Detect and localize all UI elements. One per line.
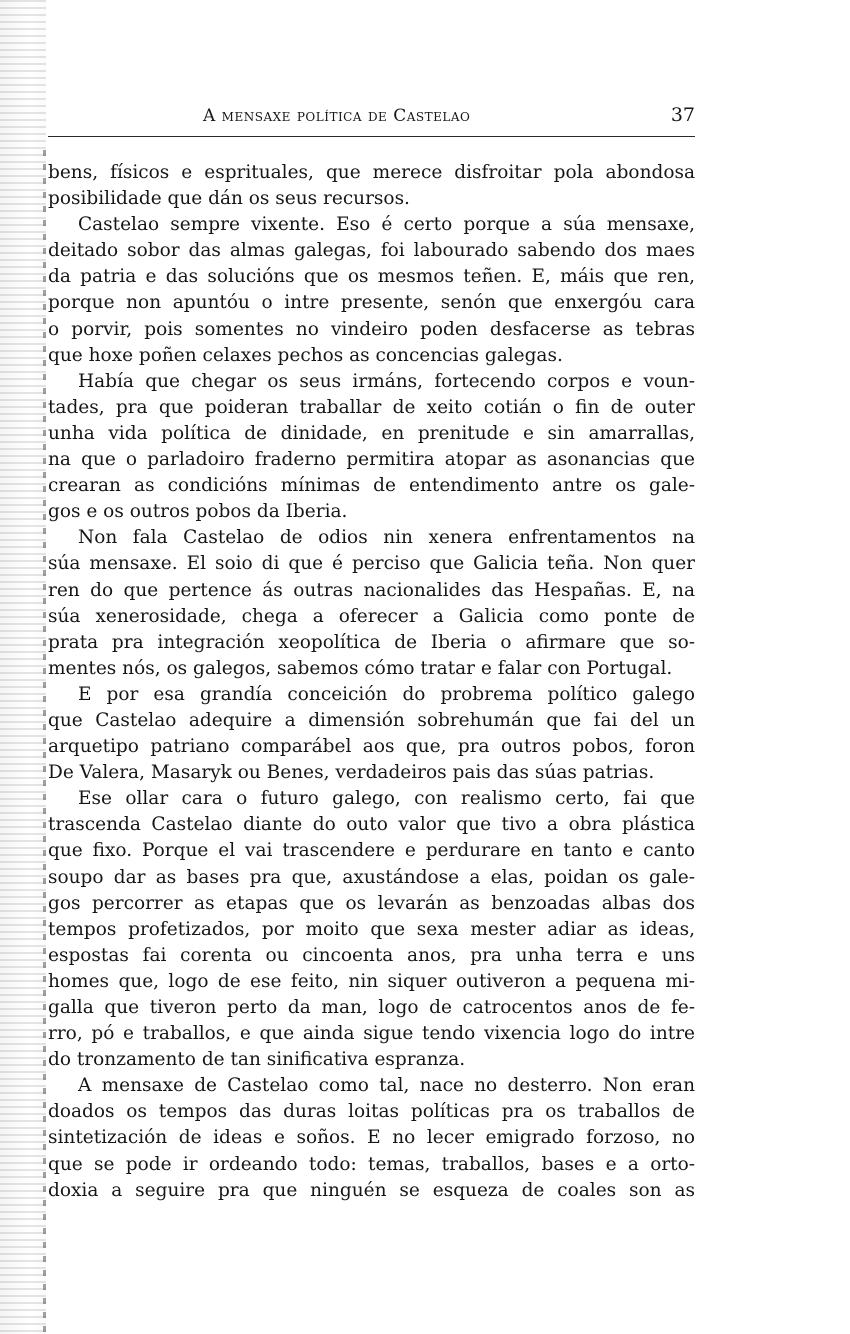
text-line: A mensaxe de Castelao como tal, nace no desterro. Non eran xyxy=(78,1075,695,1097)
text-line: mentes nós, os galegos, sabemos cómo tratar e falar con Portugal. xyxy=(48,657,673,679)
text-line: tempos profetizados, por moito que sexa mester adiar as ideas, xyxy=(48,918,695,940)
text-line: prata pra integración xeopolítica de Iberia o afirmare que so- xyxy=(48,631,695,653)
text-line: doados os tempos das duras loitas políticas pra os traballos de xyxy=(48,1101,695,1123)
text-line: homes que, logo de ese feito, nin siquer outiveron a pequena mi- xyxy=(48,970,695,992)
text-line: De Valera, Masaryk ou Benes, verdadeiros pais das súas patrias. xyxy=(48,762,655,784)
body-text xyxy=(48,160,695,1204)
page-header xyxy=(48,102,695,137)
text-line: arquetipo patriano comparábel aos que, pra outros pobos, foron xyxy=(48,736,695,758)
text-line: Castelao sempre vixente. Eso é certo porque a súa mensaxe, xyxy=(78,214,695,236)
text-line: trascenda Castelao diante do outo valor que tivo a obra plástica xyxy=(48,814,695,836)
page-number: 37 xyxy=(670,104,695,126)
text-line: da patria e das solucións que os mesmos teñen. E, máis que ren, xyxy=(48,266,695,288)
text-line: Non fala Castelao de odios nin xenera enfrentamentos na xyxy=(78,527,695,549)
text-line: do tronzamento de tan sinificativa espranza. xyxy=(48,1049,466,1071)
text-line: que hoxe poñen celaxes pechos as concencias galegas. xyxy=(48,344,563,366)
text-line: crearan as condicións mínimas de entendimento antre os gale- xyxy=(48,475,695,497)
text-line: tades, pra que poideran traballar de xeito cotián o fin de outer xyxy=(48,396,695,418)
text-line: que fixo. Porque el vai trascendere e perdurare en tanto e canto xyxy=(48,840,695,862)
text-line: doxia a seguire pra que ninguén se esqueza de coales son as xyxy=(48,1179,695,1201)
text-line: sintetización de ideas e soños. E no lecer emigrado forzoso, no xyxy=(48,1127,695,1149)
text-line: gos e os outros pobos da Iberia. xyxy=(48,501,348,523)
text-line: soupo dar as bases pra que, axustándose a elas, poidan os gale- xyxy=(48,866,695,888)
text-line: súa xenerosidade, chega a oferecer a Galicia como ponte de xyxy=(48,605,695,627)
text-line: que Castelao adequire a dimensión sobrehumán que fai del un xyxy=(48,709,695,731)
text-line: posibilidade que dán os seus recursos. xyxy=(48,188,410,210)
text-line: Ese ollar cara o futuro galego, con realismo certo, fai que xyxy=(78,788,695,810)
text-line: na que o parladoiro fraderno permitira atopar as asonancias que xyxy=(48,449,695,471)
text-line: unha vida política de dinidade, en prenitude e sin amarrallas, xyxy=(48,422,695,444)
running-title: A mensaxe política de Castelao xyxy=(203,106,471,126)
text-line: que se pode ir ordeando todo: temas, traballos, bases e a orto- xyxy=(48,1153,695,1175)
text-line: galla que tiveron perto da man, logo de catrocentos anos de fe- xyxy=(48,997,695,1018)
text-line: porque non apuntóu o intre presente, senón que enxergóu cara xyxy=(48,292,695,314)
text-line: súa mensaxe. El soio di que é perciso que Galicia teña. Non quer xyxy=(48,553,695,575)
text-line: ren do que pertence ás outras nacionalides das Hespañas. E, na xyxy=(48,579,695,601)
text-line: o porvir, pois somentes no vindeiro poden desfacerse as tebras xyxy=(48,318,695,340)
text-line: gos percorrer as etapas que os levarán as benzoadas albas dos xyxy=(48,892,695,914)
text-line: E por esa grandía conceición do probrema político galego xyxy=(78,683,695,705)
page-gutter-shadow xyxy=(0,0,46,1334)
text-line: deitado sobor das almas galegas, foi labourado sabendo dos maes xyxy=(48,240,695,262)
text-line: rro, pó e traballos, e que ainda sigue tendo vixencia logo do intre xyxy=(48,1023,695,1045)
text-line: bens, físicos e esprituales, que merece disfroitar pola abondosa xyxy=(48,162,695,183)
binding-edge xyxy=(43,150,46,1334)
text-line: espostas fai corenta ou cincoenta anos, pra unha terra e uns xyxy=(48,944,695,966)
text-line: Había que chegar os seus irmáns, fortecendo corpos e voun- xyxy=(78,370,695,392)
